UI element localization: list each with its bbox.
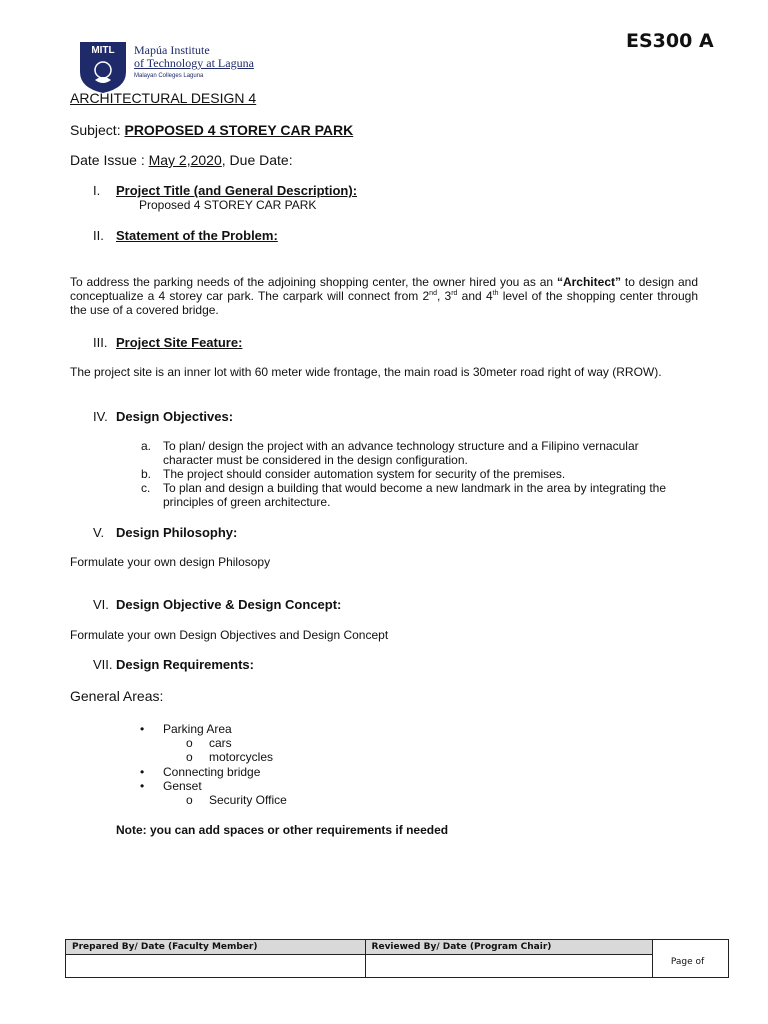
problem-text-1: To address the parking needs of the adjoining shopping center, the owner hired you as an	[70, 275, 557, 289]
page-number: Page of	[653, 955, 729, 978]
section-7-title: Design Requirements:	[116, 657, 254, 672]
problem-text-5: level of the shopping center through the use of a covered bridge.	[70, 289, 698, 317]
due-date-label: , Due Date:	[221, 152, 293, 168]
bullet-marker: •	[140, 779, 145, 793]
logo-line-3: Malayan Colleges Laguna	[134, 73, 204, 79]
signature-table	[65, 939, 729, 978]
sub-bullet-marker: o	[186, 736, 193, 750]
section-5-title: Design Philosophy:	[116, 525, 238, 540]
section-2-number: II.	[93, 228, 104, 243]
reviewed-by-field[interactable]	[365, 955, 653, 978]
subject-value: PROPOSED 4 STOREY CAR PARK	[124, 122, 354, 138]
document-code: ES300 A	[626, 30, 714, 52]
design-philosophy-text: Formulate your own design Philosopy	[70, 555, 271, 569]
subject-line	[70, 122, 353, 138]
site-feature-text: The project site is an inner lot with 60 meter wide frontage, the main road is 30meter road right of way (RROW).	[70, 365, 662, 379]
objective-text: To plan/ design the project with an advance technology structure and a Filipino vernacular character must be considered in the design configuration.	[163, 439, 639, 467]
bullet-marker: •	[140, 722, 145, 736]
page-cell-top	[653, 940, 729, 955]
requirement-security-office: Security Office	[209, 793, 287, 807]
superscript-nd: nd	[429, 290, 437, 297]
general-areas-label: General Areas:	[70, 688, 164, 704]
architect-term: “Architect”	[556, 275, 621, 289]
section-1-description: Proposed 4 STOREY CAR PARK	[139, 198, 317, 212]
problem-text-4: and 4	[457, 289, 493, 303]
document-title: ARCHITECTURAL DESIGN 4	[70, 90, 257, 106]
objective-letter: c.	[141, 481, 151, 495]
prepared-by-field[interactable]	[66, 955, 366, 978]
section-7-number: VII.	[93, 657, 113, 672]
bullet-marker: •	[140, 765, 145, 779]
subject-label: Subject:	[70, 122, 125, 138]
section-4-number: IV.	[93, 409, 108, 424]
objective-letter: b.	[141, 467, 152, 481]
shield-icon	[78, 40, 128, 94]
design-concept-text: Formulate your own Design Objectives and Design Concept	[70, 628, 389, 642]
requirements-note: Note: you can add spaces or other requirements if needed	[116, 823, 449, 837]
section-1-number: I.	[93, 183, 101, 198]
section-1-title: Project Title (and General Description):	[116, 183, 358, 198]
reviewed-by-header: Reviewed By/ Date (Program Chair)	[365, 940, 653, 955]
date-line	[70, 152, 293, 168]
section-4-title: Design Objectives:	[116, 409, 234, 424]
section-5-number: V.	[93, 525, 105, 540]
superscript-th: th	[492, 290, 499, 297]
logo-badge: MITL	[91, 45, 115, 56]
requirement-genset: Genset	[163, 779, 202, 793]
logo-line-2: of Technology at Laguna	[134, 56, 254, 70]
date-value: May 2,2020	[148, 152, 222, 168]
objective-text: To plan and design a building that would become a new landmark in the area by integrating the principles of green architecture.	[163, 481, 666, 509]
institution-logo	[78, 40, 254, 94]
prepared-by-header: Prepared By/ Date (Faculty Member)	[66, 940, 366, 955]
section-6-title: Design Objective & Design Concept:	[116, 597, 342, 612]
superscript-rd: rd	[451, 290, 458, 297]
objective-letter: a.	[141, 439, 152, 453]
section-2-title: Statement of the Problem:	[116, 228, 278, 243]
requirement-connecting-bridge: Connecting bridge	[163, 765, 261, 779]
sub-bullet-marker: o	[186, 750, 193, 764]
problem-text-2: to design and conceptualize a 4 storey car park. The carpark will connect from 2	[70, 275, 698, 303]
problem-text-3: , 3	[436, 289, 452, 303]
section-3-title: Project Site Feature:	[116, 335, 243, 350]
requirement-motorcycles: motorcycles	[209, 750, 274, 764]
objective-text: The project should consider automation system for security of the premises.	[163, 467, 566, 481]
section-3-number: III.	[93, 335, 108, 350]
date-label: Date Issue :	[70, 152, 149, 168]
problem-statement	[70, 275, 698, 317]
sub-bullet-marker: o	[186, 793, 193, 807]
section-6-number: VI.	[93, 597, 109, 612]
requirement-cars: cars	[209, 736, 232, 750]
logo-line-1: Mapúa Institute	[134, 43, 210, 57]
requirement-parking-area: Parking Area	[163, 722, 232, 736]
